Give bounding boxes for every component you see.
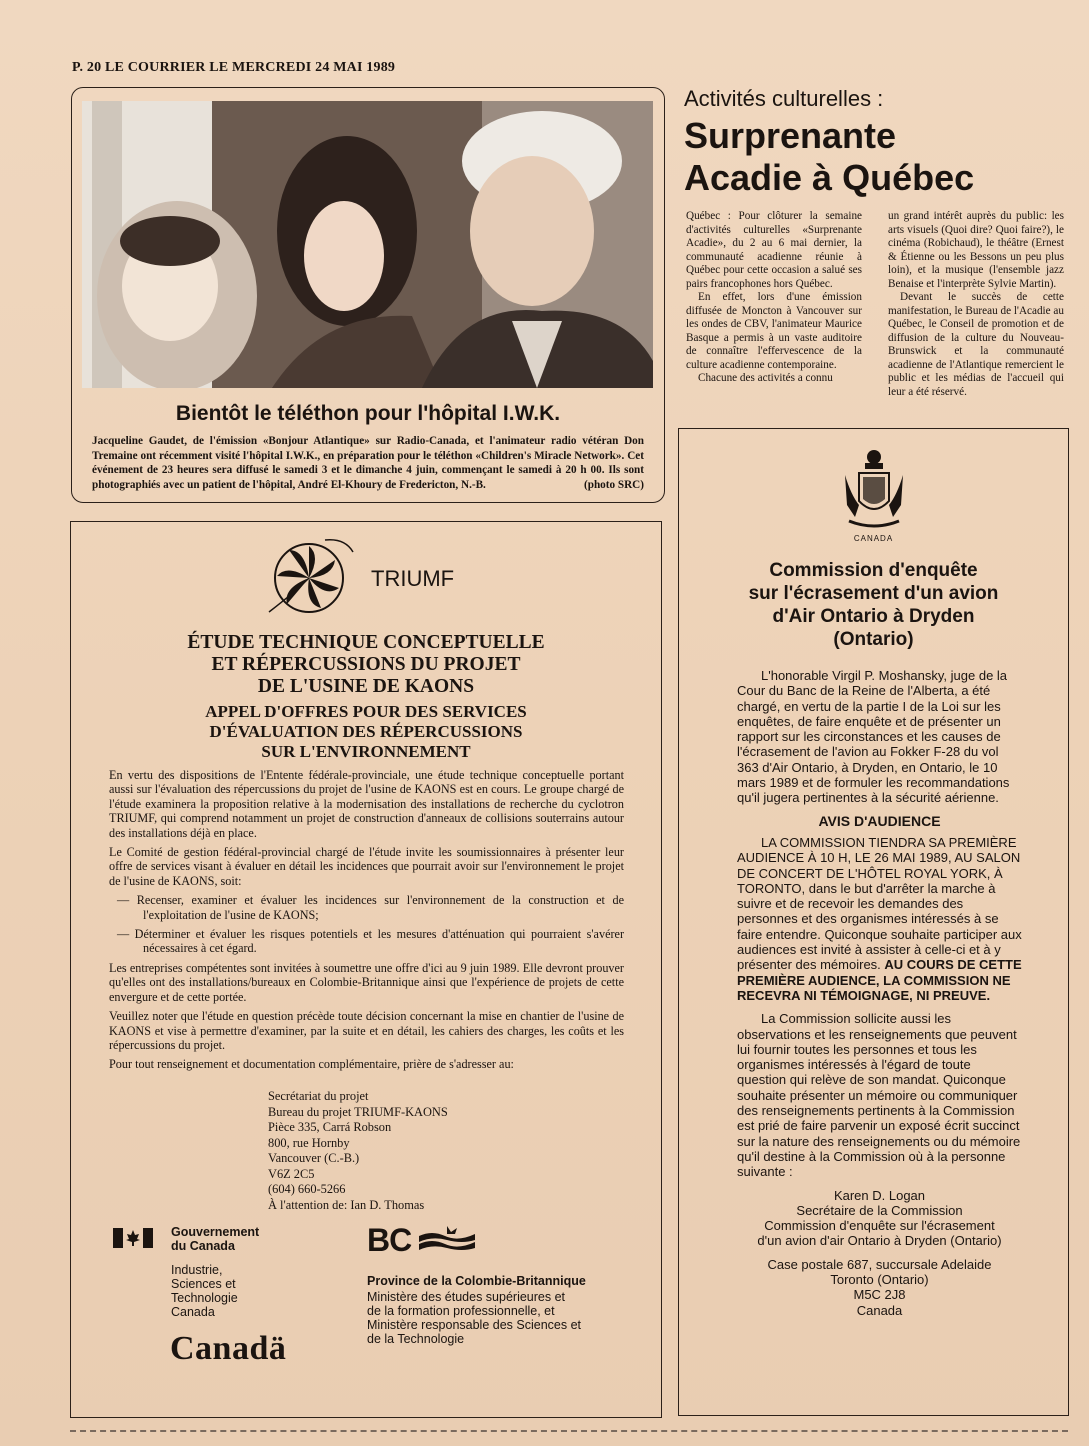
masthead: P. 20 LE COURRIER LE MERCREDI 24 MAI 1989 bbox=[72, 60, 396, 75]
caption-text: Jacqueline Gaudet, de l'émission «Bonjour Atlantique» sur Radio-Canada, et l'animateur radio vétéran Don Tremaine ont récemment visité l'hôpital I.W.K., en préparation pour le téléthon «Children's Miracle Network». Cet événement de 23 heures sera diffusé le samedi 3 et le dimanche 4 juin, commençant le samedi à 20 h 00. Ils sont photographiés avec un patient de l'hôpital, André El-Khoury de Fredericton, N.-B. bbox=[92, 435, 644, 491]
address-line: Secrétariat du projet bbox=[268, 1089, 369, 1103]
contact-name: Karen D. Logan bbox=[833, 1187, 926, 1203]
heading-line: ET RÉPERCUSSIONS DU PROJET bbox=[211, 654, 521, 675]
address-line: Canada bbox=[856, 1302, 903, 1318]
heading-line: D'ÉVALUATION DES RÉPERCUSSIONS bbox=[209, 722, 523, 741]
triumf-heading-sub bbox=[71, 702, 661, 762]
bc-ministry-line: de la formation professionnelle, et bbox=[367, 1304, 555, 1318]
photo-illustration bbox=[82, 101, 653, 388]
article-kicker: Activités culturelles : bbox=[684, 86, 884, 111]
gov-dept-line: Industrie, bbox=[171, 1263, 223, 1277]
bc-logo-text: BC bbox=[367, 1222, 412, 1258]
article-column-1 bbox=[686, 210, 862, 386]
hearing-caps: LA COMMISSION TIENDRA SA PREMIÈRE AUDIENCE À 10 H, LE 26 MAI 1989, AU SALON DE CONCERT DE L'HÔTEL ROYAL YORK, À TORONTO, bbox=[737, 834, 1021, 896]
address-line: Bureau du projet TRIUMF-KAONS bbox=[268, 1104, 448, 1119]
address-line: M5C 2J8 bbox=[853, 1287, 906, 1303]
triumf-logo-icon bbox=[265, 532, 357, 629]
body-paragraph: Veuillez noter que l'étude en question précède toute décision concernant la mise en chantier de l'usine de KAONS et vise à permettre d'examiner, par la suite et en détail, les cahiers des charges, les coûts et les répercussions du projet. bbox=[109, 1009, 624, 1052]
photo-caption bbox=[92, 434, 644, 492]
address-line: V6Z 2C5 bbox=[268, 1166, 315, 1181]
gov-name-line: Gouvernement bbox=[171, 1225, 260, 1239]
address-line: Case postale 687, succursale Adelaide bbox=[767, 1256, 992, 1272]
article-paragraph: Québec : Pour clôturer la semaine d'activités culturelles «Surprenante Acadie», du 2 au 6 mai dernier, la communauté acadienne réunie à Québec pour cette occasion a salué ses pairs francophones hors Québec. bbox=[686, 210, 862, 290]
article-title-line1: Surprenante bbox=[684, 115, 897, 156]
canada-flag-icon bbox=[113, 1228, 153, 1253]
triumf-body bbox=[109, 768, 624, 1077]
crest-label: CANADA bbox=[853, 534, 894, 543]
address-line: 800, rue Hornby bbox=[268, 1135, 350, 1150]
triumf-name: TRIUMF bbox=[371, 566, 455, 591]
government-department bbox=[171, 1263, 281, 1319]
body-paragraph: Les entreprises compétentes sont invitées à soumettre une offre d'ici au 9 juin 1989. Elle devront prouver qu'elles ont des installations/bureaux en Colombie-Britannique ainsi que l'expérience de projets de cette envergure et de cette portée. bbox=[109, 960, 624, 1004]
gov-dept-line: Technologie bbox=[171, 1291, 238, 1305]
article-paragraph: Chacune des activités a connu bbox=[698, 372, 833, 384]
address-line: Vancouver (C.-B.) bbox=[268, 1151, 360, 1165]
article-title-line2: Acadie à Québec bbox=[684, 157, 975, 198]
address-line: À l'attention de: Ian D. Thomas bbox=[268, 1197, 425, 1212]
address-line: Pièce 335, Carrá Robson bbox=[268, 1120, 392, 1134]
commission-title-line: sur l'écrasement d'un avion bbox=[748, 583, 999, 604]
commission-body bbox=[737, 668, 1022, 1326]
bc-logo bbox=[367, 1222, 477, 1259]
contact-block bbox=[737, 1188, 1022, 1249]
commission-title-line: Commission d'enquête bbox=[769, 560, 978, 581]
contact-role: Secrétaire de la Commission bbox=[796, 1202, 963, 1218]
solicit-paragraph: La Commission sollicite aussi les observations et les renseignements que peuvent lui fournir toutes les personnes et tous les organismes intéressés à l'égard de toute question qui relève de son mandat. Quiconque souhaite présenter un mémoire ou communiquer des renseignements pertinents à la Commission est prié de faire parvenir un exposé écrit succinct sur la nature des renseignements ou du mémoire qu'il destine à la Commission où à la personne suivante : bbox=[737, 1011, 1021, 1180]
gov-dept-line: Sciences et bbox=[171, 1277, 236, 1291]
gov-name-line: du Canada bbox=[171, 1239, 235, 1253]
photo-headline: Bientôt le téléthon pour l'hôpital I.W.K. bbox=[175, 402, 561, 425]
bc-ministry-line: Ministère des études supérieures et bbox=[367, 1290, 566, 1304]
bc-ministry bbox=[367, 1290, 627, 1346]
bottom-rule bbox=[70, 1430, 1068, 1432]
mailing-address bbox=[737, 1257, 1022, 1318]
hearing-paragraph bbox=[737, 835, 1022, 1003]
photo-credit: (photo SRC) bbox=[584, 478, 644, 491]
commission-title-line: d'Air Ontario à Dryden bbox=[772, 606, 975, 627]
british-columbia-block bbox=[367, 1222, 586, 1346]
bc-flag-icon bbox=[417, 1226, 477, 1256]
hearing-rest: dans le but d'arrêter la marche à suivre et de recevoir les demandes des personnes et des organismes intéressés à se faire entendre. Quiconque souhaite participer aux audiences est invité à assister à celle-ci et à y présenter des mémoires. bbox=[737, 880, 1022, 973]
body-paragraph: En vertu des dispositions de l'Entente fédérale-provinciale, une étude technique conceptuelle portant aussi sur l'évaluation des répercussions du projet de l'usine de KAONS est en cours. Le groupe chargé de l'étude examinera la proposition relative à la modernisation des installations de recherche du cyclotron TRIUMF, qui comprend notamment un projet de construction d'anneaux de collisions souterrains autour des installations déjà en place. bbox=[109, 768, 624, 840]
heading-line: SUR L'ENVIRONNEMENT bbox=[261, 742, 471, 761]
bc-province-name: Province de la Colombie-Britannique bbox=[367, 1274, 586, 1288]
body-paragraph: Le Comité de gestion fédéral-provincial chargé de l'étude invite les soumissionnaires à présenter leur offre de services visant à évaluer en détail les incidences que pourrait avoir sur l'environnement le projet de l'usine de KAONS, soit: bbox=[109, 845, 624, 888]
body-dash-item: — Déterminer et évaluer les risques potentiels et les mesures d'atténuation qui pourraient s'avérer nécessaires à cet égard. bbox=[117, 927, 624, 956]
government-name bbox=[171, 1225, 281, 1253]
heading-line: DE L'USINE DE KAONS bbox=[257, 676, 475, 697]
triumf-advertisement bbox=[70, 521, 662, 1418]
article-paragraph: En effet, lors d'une émission diffusée de Moncton à Vancouver sur les ondes de CBV, l'animateur Maurice Basque a permis à un vaste auditoire de connaître l'effervescence de la culture acadienne contemporaine. bbox=[686, 291, 862, 371]
triumf-address bbox=[268, 1089, 448, 1213]
hearing-notice-heading: AVIS D'AUDIENCE bbox=[818, 812, 941, 829]
heading-line: APPEL D'OFFRES POUR DES SERVICES bbox=[205, 702, 527, 721]
gov-dept-line: Canada bbox=[171, 1305, 215, 1319]
news-photo bbox=[82, 101, 653, 388]
commission-notice bbox=[678, 428, 1069, 1416]
commission-title bbox=[679, 559, 1068, 651]
triumf-heading-main bbox=[71, 632, 661, 698]
photo-story-box bbox=[71, 87, 665, 503]
commission-intro: L'honorable Virgil P. Moshansky, juge de la Cour du Banc de la Reine de l'Alberta, a été chargé, en vertu de la partie I de la Loi sur les enquêtes, de faire enquête et de présenter un rapport sur les circonstances et les causes de l'écrasement de l'avion au Fokker F-28 du vol 363 d'Air Ontario, à Dryden, en Ontario, le 10 mars 1989 et de formuler les recommandations qu'il jugera pertinentes à la sécurité aérienne. bbox=[737, 668, 1010, 806]
canada-coat-of-arms-icon bbox=[839, 445, 909, 538]
article-paragraph: Devant le succès de cette manifestation, le Bureau de l'Acadie au Québec, le Conseil de promotion et de diffusion de la culture du Nouveau-Brunswick et la communauté acadienne de l'Atlantique remercient le public et les médias de l'accueil qui leur a été réservé. bbox=[888, 291, 1064, 398]
contact-org-line: Commission d'enquête sur l'écrasement bbox=[764, 1218, 995, 1234]
address-line: (604) 660-5266 bbox=[268, 1182, 346, 1196]
article-paragraph: un grand intérêt auprès du public: les arts visuels (Quoi dire? Quoi faire?), le cinéma (Robichaud), le théâtre (Ernest & Étienne ou les Bessons un peu plus loin), et la musique (l'ensemble jazz Benaise et l'interprète Sylvie Martin). bbox=[888, 210, 1064, 290]
article-column-2 bbox=[888, 210, 1064, 399]
body-dash-item: — Recenser, examiner et évaluer les incidences sur l'environnement de la construction et de l'exploitation de l'usine de KAONS; bbox=[117, 893, 624, 922]
canada-wordmark: Canadä bbox=[170, 1330, 287, 1367]
heading-line: ÉTUDE TECHNIQUE CONCEPTUELLE bbox=[187, 632, 545, 653]
contact-org-line: d'un avion d'air Ontario à Dryden (Ontario) bbox=[757, 1233, 1002, 1249]
bc-ministry-line: Ministère responsable des Sciences et bbox=[367, 1318, 582, 1332]
address-line: Toronto (Ontario) bbox=[830, 1271, 929, 1287]
bc-ministry-line: de la Technologie bbox=[367, 1332, 465, 1346]
hearing-bold: AU COURS DE CETTE PREMIÈRE AUDIENCE, LA COMMISSION NE RECEVRA NI TÉMOIGNAGE, NI PREUVE. bbox=[737, 957, 1022, 1003]
article-title bbox=[684, 115, 974, 199]
body-paragraph: Pour tout renseignement et documentation complémentaire, prière de s'adresser au: bbox=[109, 1057, 514, 1072]
commission-title-line: (Ontario) bbox=[833, 629, 914, 650]
